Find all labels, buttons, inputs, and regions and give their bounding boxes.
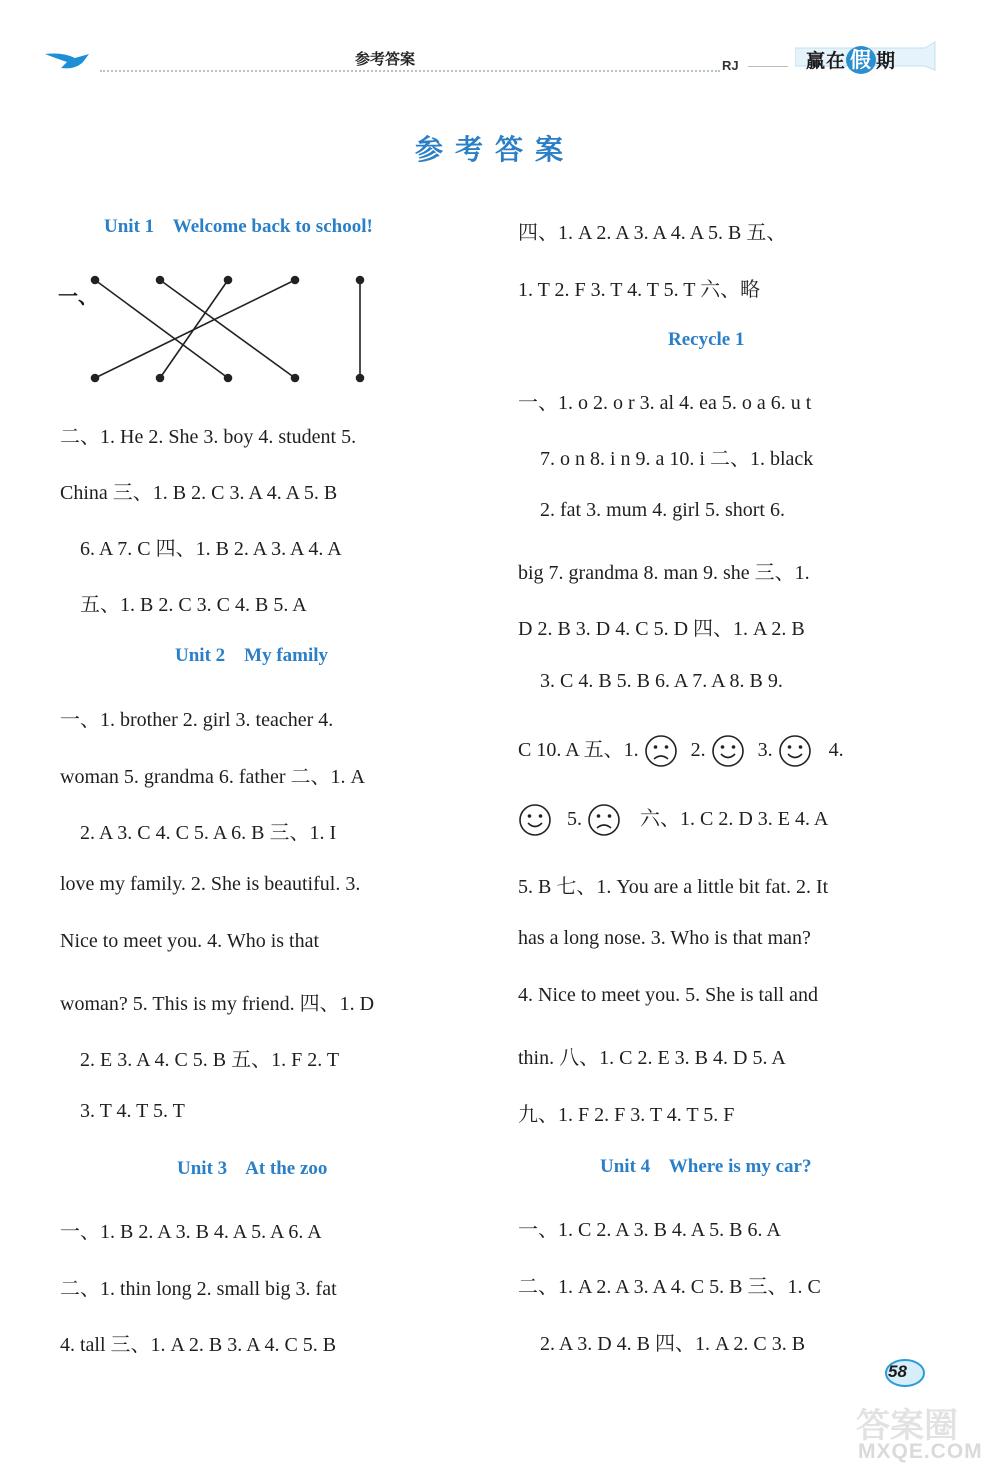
unit2-line-2: woman 5. grandma 6. father 二、1. A bbox=[60, 766, 365, 788]
unit2-line-7: 2. E 3. A 4. C 5. B 五、1. F 2. T bbox=[80, 1049, 340, 1071]
unit2-title: Unit 2 My family bbox=[175, 645, 329, 666]
recycle1-title: Recycle 1 bbox=[668, 329, 745, 350]
unit2-line-6: woman? 5. This is my friend. 四、1. D bbox=[60, 993, 375, 1015]
series-code: RJ bbox=[722, 58, 739, 73]
unit2-line-8: 3. T 4. T 5. T bbox=[80, 1100, 185, 1122]
happy-face-icon bbox=[711, 734, 745, 768]
happy-face-icon bbox=[518, 803, 552, 837]
unit4-title: Unit 4 Where is my car? bbox=[600, 1156, 812, 1177]
unit3-line-3: 4. tall 三、1. A 2. B 3. A 4. C 5. B bbox=[60, 1334, 337, 1356]
recycle1-line-3: 2. fat 3. mum 4. girl 5. short 6. bbox=[540, 499, 785, 521]
page-title: 参考答案 bbox=[414, 133, 575, 166]
recycle1-line-8: has a long nose. 3. Who is that man? bbox=[518, 927, 811, 949]
recycle1-line-9: 4. Nice to meet you. 5. She is tall and bbox=[518, 984, 818, 1006]
matching-diagram bbox=[80, 265, 380, 390]
recycle1-face-line-1: C 10. A 五、1. 2. 3. 4. bbox=[518, 733, 844, 768]
unit1-title: Unit 1 Welcome back to school! bbox=[104, 216, 373, 237]
unit2-line-5: Nice to meet you. 4. Who is that bbox=[60, 930, 320, 952]
matching-label: 一、 bbox=[58, 284, 98, 308]
series-divider bbox=[748, 66, 788, 67]
recycle1-line-11: 九、1. F 2. F 3. T 4. T 5. F bbox=[518, 1104, 735, 1126]
page-header bbox=[0, 0, 1000, 95]
unit4-line-1: 一、1. C 2. A 3. B 4. A 5. B 6. A bbox=[518, 1219, 781, 1241]
unit2-line-3: 2. A 3. C 4. C 5. A 6. B 三、1. I bbox=[80, 822, 337, 844]
recycle1-line-10: thin. 八、1. C 2. E 3. B 4. D 5. A bbox=[518, 1047, 786, 1069]
header-divider bbox=[100, 70, 720, 72]
unit3-line-2: 二、1. thin long 2. small big 3. fat bbox=[60, 1278, 337, 1300]
page-number: 58 bbox=[888, 1362, 907, 1381]
happy-face-icon bbox=[778, 734, 812, 768]
header-title: 参考答案 bbox=[355, 50, 416, 68]
bird-logo-icon bbox=[45, 48, 95, 74]
recycle1-line-2: 7. o n 8. i n 9. a 10. i 二、1. black bbox=[540, 448, 814, 470]
unit2-line-4: love my family. 2. She is beautiful. 3. bbox=[60, 873, 361, 895]
unit1-line-4: 五、1. B 2. C 3. C 4. B 5. A bbox=[80, 594, 307, 616]
unit1-line-3: 6. A 7. C 四、1. B 2. A 3. A 4. A bbox=[80, 538, 342, 560]
watermark-url: MXQE.COM bbox=[858, 1440, 983, 1463]
unit1-line-1: 二、1. He 2. She 3. boy 4. student 5. bbox=[60, 426, 357, 448]
recycle1-line-5: D 2. B 3. D 4. C 5. D 四、1. A 2. B bbox=[518, 618, 805, 640]
watermark-logo: 答案圈 bbox=[856, 1406, 958, 1446]
sad-face-icon bbox=[644, 734, 678, 768]
recycle1-line-6: 3. C 4. B 5. B 6. A 7. A 8. B 9. bbox=[540, 670, 783, 692]
unit4-line-3: 2. A 3. D 4. B 四、1. A 2. C 3. B bbox=[540, 1333, 806, 1355]
recycle1-line-7: 5. B 七、1. You are a little bit fat. 2. It bbox=[518, 876, 829, 898]
right-top-line-1: 四、1. A 2. A 3. A 4. A 5. B 五、 bbox=[518, 222, 787, 244]
unit3-line-1: 一、1. B 2. A 3. B 4. A 5. A 6. A bbox=[60, 1221, 322, 1243]
right-top-line-2: 1. T 2. F 3. T 4. T 5. T 六、略 bbox=[518, 279, 761, 301]
unit3-title: Unit 3 At the zoo bbox=[177, 1158, 328, 1179]
sad-face-icon bbox=[587, 803, 621, 837]
unit2-line-1: 一、1. brother 2. girl 3. teacher 4. bbox=[60, 709, 334, 731]
brand-text: 赢在 假 期 bbox=[806, 48, 897, 72]
unit1-line-2: China 三、1. B 2. C 3. A 4. A 5. B bbox=[60, 482, 338, 504]
recycle1-face-line-2: 5. 六、1. C 2. D 3. E 4. A bbox=[518, 802, 828, 837]
recycle1-line-4: big 7. grandma 8. man 9. she 三、1. bbox=[518, 562, 810, 584]
unit4-line-2: 二、1. A 2. A 3. A 4. C 5. B 三、1. C bbox=[518, 1276, 821, 1298]
recycle1-line-1: 一、1. o 2. o r 3. al 4. ea 5. o a 6. u t bbox=[518, 392, 812, 414]
